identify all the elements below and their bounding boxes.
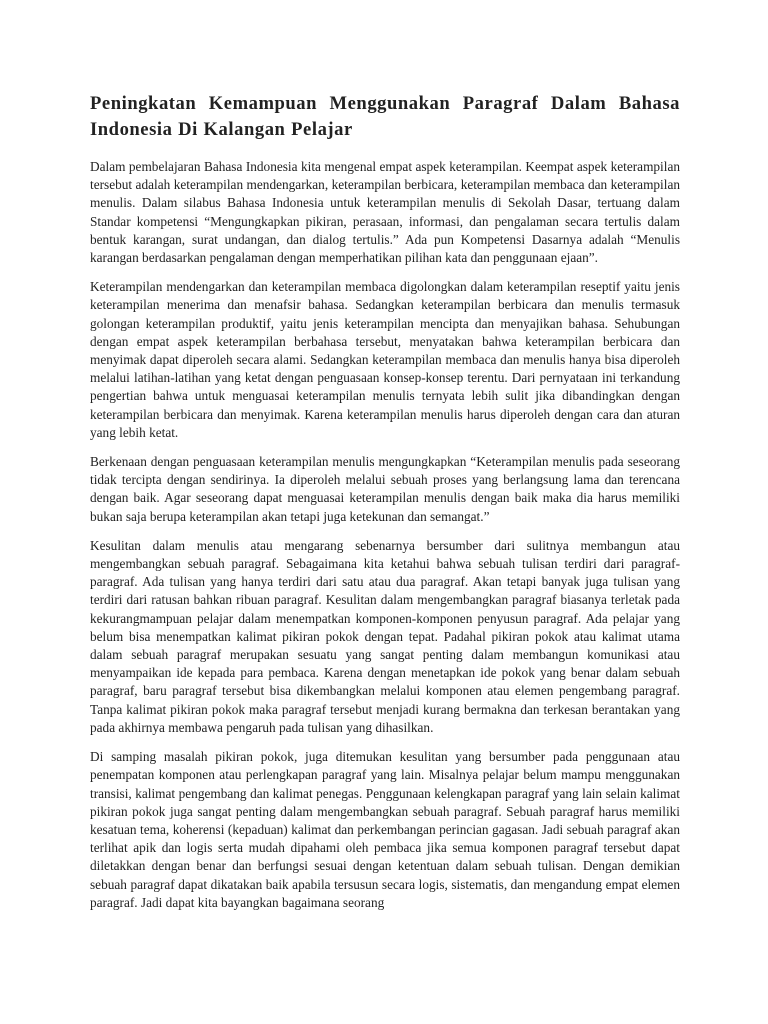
paragraph-1: Dalam pembelajaran Bahasa Indonesia kita mengenal empat aspek keterampilan. Keempat aspek keterampilan tersebut adalah keterampilan mendengarkan, keterampilan berbicara, keterampilan membaca dan keterampilan menulis. Dalam silabus Bahasa Indonesia untuk keterampilan menulis di Sekolah Dasar, tertuang dalam Standar kompetensi “Mengungkapkan pikiran, perasaan, informasi, dan pengalaman secara tertulis dalam bentuk karangan, surat undangan, dan dialog tertulis.” Ada pun Kompetensi Dasarnya adalah “Menulis karangan berdasarkan pengalaman dengan memperhatikan pilihan kata dan penggunaan ejaan”. — [90, 159, 680, 266]
document-title: Peningkatan Kemampuan Menggunakan Paragraf Dalam Bahasa Indonesia Di Kalangan Pelajar — [90, 93, 680, 140]
document-page — [90, 91, 680, 923]
paragraph-4: Kesulitan dalam menulis atau mengarang sebenarnya bersumber dari sulitnya membangun atau mengembangkan sebuah paragraf. Sebagaimana kita ketahui bahwa sebuah tulisan terdiri dari paragraf-paragraf. Ada tulisan yang hanya terdiri dari satu atau dua paragraf. Akan tetapi banyak juga tulisan yang terdiri dari ratusan bahkan ribuan paragraf. Kesulitan dalam mengembangkan paragraf biasanya terletak pada kekurangmampuan pelajar dalam menempatkan komponen-komponen penyusun paragraf. Ada pelajar yang belum bisa menempatkan kalimat pikiran pokok dengan tepat. Padahal pikiran pokok atau kalimat utama dalam sebuah paragraf merupakan sesuatu yang sangat penting dalam membangun komunikasi atau menyampaikan ide kepada para pembaca. Karena dengan menetapkan ide pokok yang benar dalam sebuah paragraf, baru paragraf tersebut bisa dikembangkan melalui komponen atau elemen pengembang paragraf. Tanpa kalimat pikiran pokok maka paragraf tersebut menjadi kurang bermakna dan terkesan berantakan yang pada akhirnya membawa pengaruh pada tulisan yang dihasilkan. — [90, 537, 680, 735]
paragraph-5: Di samping masalah pikiran pokok, juga ditemukan kesulitan yang bersumber pada penggunaan atau penempatan komponen atau perlengkapan paragraf yang lain. Misalnya pelajar belum mampu menggunakan transisi, kalimat pengembang dan kalimat penegas. Penggunaan kelengkapan paragraf yang lain selain kalimat pikiran pokok juga sangat penting dalam mengembangkan sebuah paragraf. Sebuah paragraf harus memiliki kesatuan tema, koherensi (kepaduan) kalimat dan perkembangan perincian gagasan. Jadi sebuah paragraf akan terlihat apik dan logis serta mudah dipahami oleh pembaca jika semua komponen paragraf tersebut dapat diletakkan dengan benar dan berfungsi sesuai dengan ketentuan dalam sebuah tulisan. Dengan demikian sebuah paragraf dapat dikatakan baik apabila tersusun secara logis, sistematis, dan mengandung empat elemen paragraf. Jadi dapat kita bayangkan bagaimana seorang — [90, 749, 680, 910]
paragraph-2: Keterampilan mendengarkan dan keterampilan membaca digolongkan dalam keterampilan reseptif yaitu jenis keterampilan menerima dan menafsir bahasa. Sedangkan keterampilan berbicara dan menulis termasuk golongan keterampilan produktif, yaitu jenis keterampilan mencipta dan menyajikan bahasa. Sehubungan dengan empat aspek keterampilan berbahasa tersebut, menyatakan bahwa keterampilan berbicara dan menyimak dapat diperoleh secara alami. Sedangkan keterampilan membaca dan menulis hanya bisa diperoleh melalui latihan-latihan yang ketat dengan penguasaan konsep-konsep terentu. Dari pernyataan ini terkandung pengertian bahwa untuk menguasai keterampilan menulis ternyata lebih sulit jika dibandingkan dengan keterampilan berbicara dan menyimak. Karena keterampilan menulis harus diperoleh dengan cara dan aturan yang lebih ketat. — [90, 279, 680, 440]
paragraph-3: Berkenaan dengan penguasaan keterampilan menulis mengungkapkan “Keterampilan menulis pada seseorang tidak tercipta dengan sendirinya. Ia diperoleh melalui sebuah proses yang berlangsung lama dan terencana dengan baik. Agar seseorang dapat menguasai keterampilan menulis dengan baik maka dia harus memiliki bukan saja berupa keterampilan akan tetapi juga ketekunan dan semangat.” — [90, 454, 680, 524]
